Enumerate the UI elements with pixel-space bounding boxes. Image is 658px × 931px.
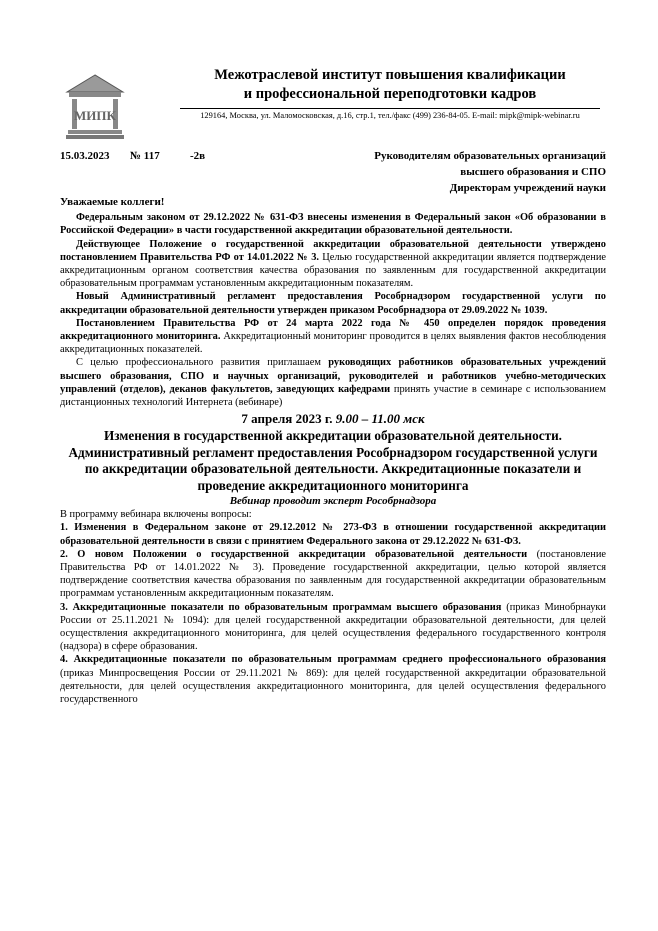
- letter-date: 15.03.2023: [60, 150, 110, 162]
- paragraph-5: [60, 356, 606, 409]
- program-item-4: [60, 653, 606, 706]
- program-item-4-bold: 4. Аккредитационные показатели по образовательным программам среднего профессионального образования: [60, 654, 606, 666]
- event-date: 7 апреля 2023 г.: [241, 411, 333, 427]
- paragraph-1-bold: Федеральным законом от 29.12.2022 № 631-ФЗ внесены изменения в Федеральный закон «Об образовании в Российской Федерации» в части государственной аккредитации образовательной деятельности.: [60, 212, 606, 237]
- program-item-3-text: (приказ Минобрнауки России от 25.11.2021 № 1094): для целей государственной аккредитации образовательной деятельности, для целей осуществления аккредитационного мониторинга, для целей осуществления федерального государственного контроля (надзора) в сфере образования.: [60, 601, 606, 653]
- paragraph-3-bold: Новый Административный регламент предоставления Рособрнадзором государственной услуги по аккредитации образовательной деятельности утвержден приказом Рособрнадзора от 29.09.2022 № 1039.: [60, 291, 606, 316]
- org-title: [180, 66, 600, 104]
- org-line-1: Межотраслевой институт повышения квалификации: [214, 67, 566, 83]
- program-intro: В программу вебинара включены вопросы:: [60, 509, 252, 521]
- program-item-1-bold: 1. Изменения в Федеральном законе от 29.12.2012 № 273-ФЗ в отношении государственной аккредитации образовательной деятельности в связи с принятием Федерального закона от 29.12.2022 № 631-ФЗ.: [60, 522, 606, 547]
- paragraph-2-text: Целью государственной аккредитации является подтверждение аккредитационным органом соответствия качества образования по заявленным для государственной аккредитации образовательным программам установленным аккредитационным показателям.: [60, 251, 606, 290]
- org-line-2: и профессиональной переподготовки кадров: [243, 86, 537, 102]
- event-date-line: [60, 411, 606, 427]
- paragraph-4-bold: Постановлением Правительства РФ от 24 марта 2022 года № 450 определен порядок проведения аккредитационного мониторинга.: [60, 317, 606, 343]
- program-item-2-bold: 2. О новом Положении о государственной аккредитации образовательной деятельности: [60, 548, 528, 560]
- greeting: Уважаемые коллеги!: [60, 196, 165, 208]
- paragraph-4-text: Аккредитационный мониторинг проводится в целях выявления фактов несоблюдения аккредитационных показателей.: [60, 331, 606, 356]
- paragraph-5-end: принять участие в семинаре с использованием дистанционных технологий Интернета (вебинаре): [60, 383, 606, 409]
- letter-suffix: -2в: [190, 150, 206, 162]
- program-item-2: [60, 548, 606, 601]
- logo-text: МИПК: [74, 108, 116, 123]
- org-address: 129164, Москва, ул. Маломосковская, д.16, стр.1, тел./факс (499) 236-84-05. E-mail: mipk@mipk-webinar.ru: [200, 111, 580, 120]
- program-item-4-text: (приказ Минпросвещения России от 29.11.2021 № 869): для целей государственной аккредитации образовательной деятельности, для целей осуществления аккредитационного мониторинга, для целей осуществления федерального государственного: [60, 667, 606, 706]
- header-divider: [180, 108, 600, 109]
- institute-logo: [64, 72, 126, 144]
- program-item-3-bold: 3. Аккредитационные показатели по образовательным программам высшего образования: [60, 601, 502, 613]
- paragraph-2-bold: Действующее Положение о государственной аккредитации образовательной деятельности утверждено постановлением Правительства РФ от 14.01.2022 № 3.: [60, 238, 606, 263]
- paragraph-5-start: С целью профессионального развития приглашаем: [76, 357, 329, 369]
- program-item-3: [60, 601, 606, 654]
- paragraph-3: [60, 290, 606, 316]
- program-item-1: [60, 521, 606, 547]
- recipients-block: [374, 148, 606, 196]
- program-item-2-text: (постановление Правительства РФ от 14.01.2022 № 3). Проведение государственной аккредитации, целью которой является подтверждение соответствия качества образования по заявленным для государственной аккредитации образовательным программам установленным аккредитационным показателям.: [60, 548, 606, 600]
- paragraph-1: [60, 211, 606, 237]
- event-topic: Изменения в государственной аккредитации образовательной деятельности. Административный регламент предоставления Рособрнадзором государственной услуги по аккредитации образовательной деятельности. Аккредитационные показатели и проведение аккредитационного мониторинга: [68, 428, 598, 493]
- letter-number: № 117: [130, 150, 160, 162]
- recipient-line-3: Директорам учреждений науки: [449, 182, 606, 194]
- recipient-line-2: высшего образования и СПО: [460, 166, 606, 178]
- letter-body: [60, 196, 606, 706]
- paragraph-2: [60, 238, 606, 291]
- paragraph-4: [60, 317, 606, 357]
- event-time: 9.00 – 11.00 мск: [335, 411, 425, 427]
- recipient-line-1: Руководителям образовательных организаций: [374, 150, 606, 162]
- event-expert: Вебинар проводит эксперт Рособрнадзора: [229, 495, 437, 508]
- paragraph-5-bold: руководящих работников образовательных учреждений высшего образования, СПО и научных организаций, руководителей и работников учебно-методических управлений (отделов), деканов факультетов, заведующих кафедрами: [60, 357, 606, 395]
